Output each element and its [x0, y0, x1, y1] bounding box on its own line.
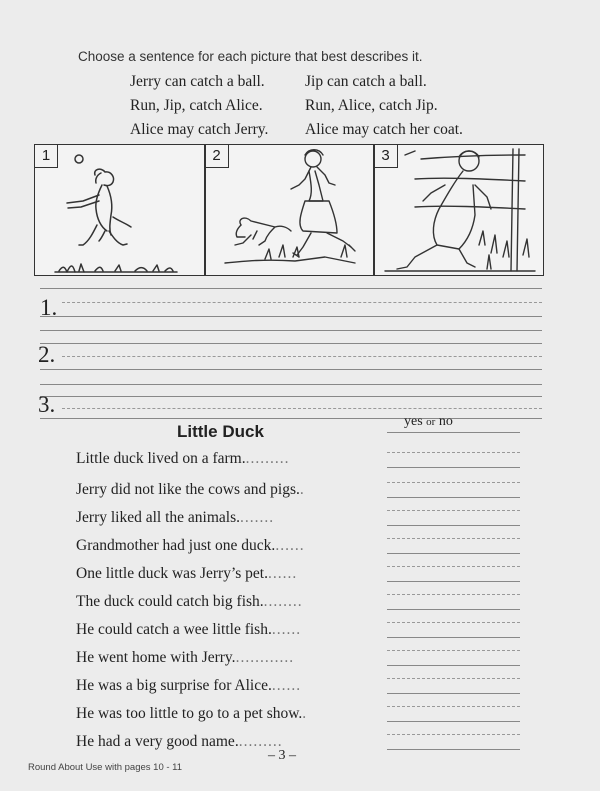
answer-line[interactable]: [387, 678, 520, 694]
panel-number-1: 1: [35, 145, 58, 168]
girl-at-fence-illustration: [375, 145, 543, 275]
choice-2a: Run, Jip, catch Alice.: [130, 97, 263, 114]
statement: He had a very good name..........: [76, 733, 283, 750]
statement: Jerry liked all the animals........: [76, 509, 275, 526]
writing-line-3-number: 3.: [38, 392, 56, 417]
writing-line-2-number: 2.: [38, 342, 56, 367]
statement: Grandmother had just one duck.......: [76, 537, 305, 554]
answer-line[interactable]: [387, 538, 520, 554]
writing-line-1-number: 1.: [40, 295, 58, 320]
answer-line[interactable]: [387, 650, 520, 666]
statement: He could catch a wee little fish.......: [76, 621, 302, 638]
girl-and-dog-running-illustration: [205, 145, 373, 275]
choice-2b: Run, Alice, catch Jip.: [305, 97, 438, 114]
answer-line[interactable]: [387, 482, 520, 498]
answer-line[interactable]: [387, 594, 520, 610]
statement: He was a big surprise for Alice.......: [76, 677, 302, 694]
picture-panels: [34, 144, 544, 276]
statement: The duck could catch big fish.........: [76, 593, 303, 610]
page-number: – 3 –: [268, 748, 296, 763]
answer-line[interactable]: [387, 452, 520, 468]
statement: Little duck lived on a farm..........: [76, 450, 290, 467]
answer-line[interactable]: [387, 706, 520, 722]
panel-number-2: 2: [206, 145, 229, 168]
story-title: Little Duck: [177, 422, 264, 441]
answer-line[interactable]: [387, 566, 520, 582]
statement: One little duck was Jerry’s pet.......: [76, 565, 298, 582]
choice-3b: Alice may catch her coat.: [305, 121, 463, 138]
answer-line[interactable]: [387, 510, 520, 526]
footer-text: Round About Use with pages 10 - 11: [28, 762, 183, 773]
choice-1a: Jerry can catch a ball.: [130, 73, 265, 90]
choice-1b: Jip can catch a ball.: [305, 73, 427, 90]
answer-header: yes or no: [404, 414, 453, 429]
statement: He was too little to go to a pet show..: [76, 705, 308, 722]
panel-number-3: 3: [375, 145, 398, 168]
answer-line[interactable]: [387, 734, 520, 750]
answer-line[interactable]: [387, 622, 520, 638]
statement: Jerry did not like the cows and pigs..: [76, 481, 305, 498]
dog-begging-illustration: [35, 145, 204, 275]
instructions: Choose a sentence for each picture that best describes it.: [78, 49, 423, 64]
statement: He went home with Jerry.............: [76, 649, 295, 666]
choice-3a: Alice may catch Jerry.: [130, 121, 269, 138]
